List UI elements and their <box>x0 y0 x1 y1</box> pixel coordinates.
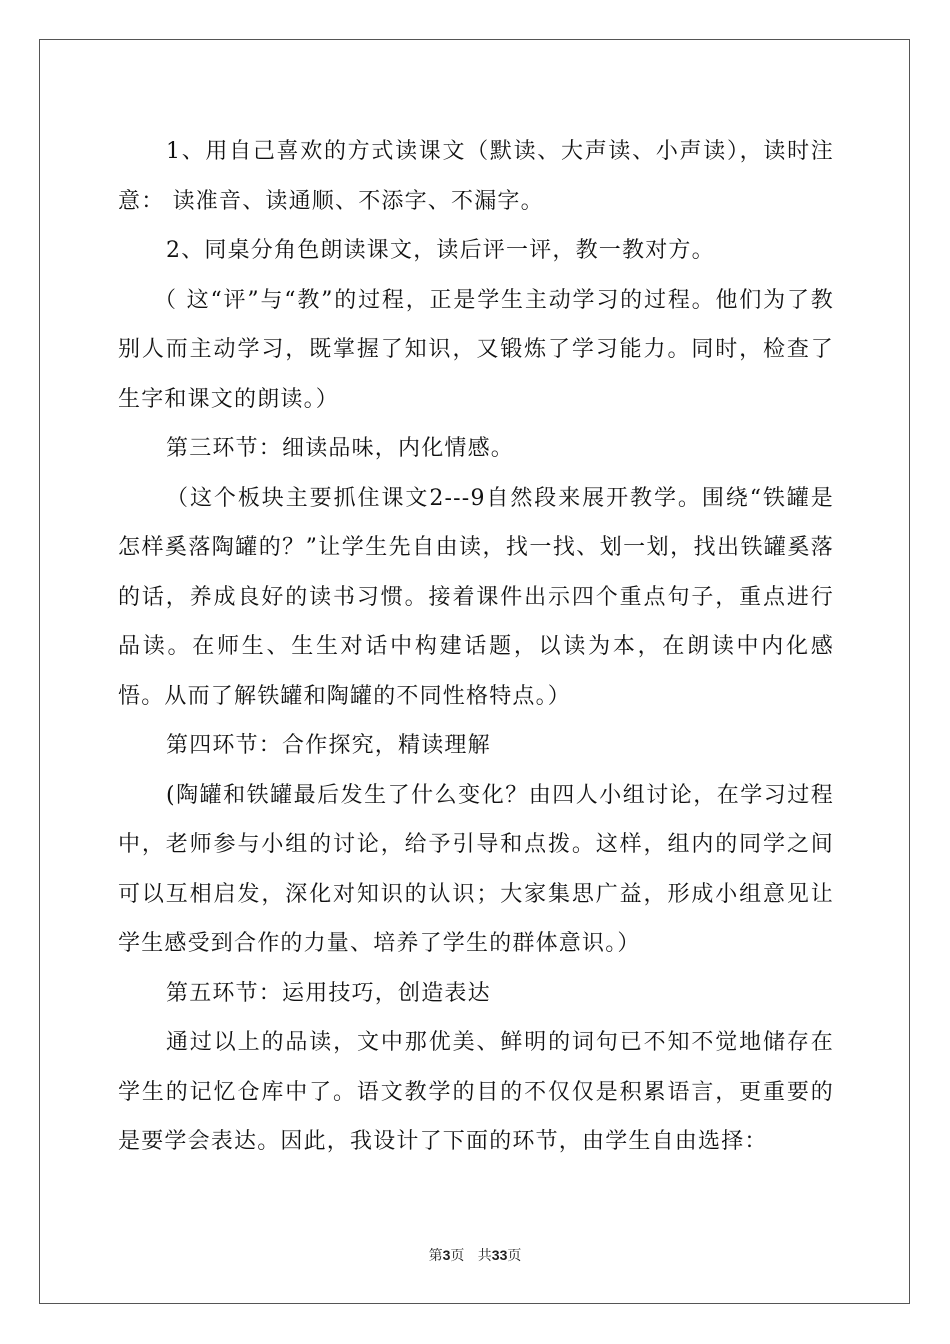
page-footer <box>0 1245 950 1265</box>
document-body <box>118 127 834 1167</box>
heading-section-3: 第三环节：细读品味，内化情感。 <box>166 436 515 461</box>
footer-page-unit: 页 <box>450 1248 465 1264</box>
paragraph-section-5: 通过以上的品读，文中那优美、鲜明的词句已不知不觉地储存在学生的记忆仓库中了。语文教学的目的不仅仅是积累语言，更重要的是要学会表达。因此，我设计了下面的环节，由学生自由选择： <box>118 1030 834 1154</box>
footer-prefix: 第 <box>428 1248 443 1264</box>
heading-section-4: 第四环节：合作探究，精读理解 <box>166 733 491 758</box>
paragraph-comment-1: （ 这“评”与“教”的过程，正是学生主动学习的过程。他们为了教别人而主动学习，既掌握了知识，又锻炼了学习能力。同时，检查了生字和课文的朗读。） <box>118 287 834 412</box>
footer-page-number: 3 <box>442 1247 451 1263</box>
footer-total-prefix: 共 <box>477 1248 492 1264</box>
paragraph-section-4: (陶罐和铁罐最后发生了什么变化？由四人小组讨论，在学习过程中，老师参与小组的讨论，给予引导和点拨。这样，组内的同学之间可以互相启发，深化对知识的认识；大家集思广益，形成小组意见让学生感受到合作的力量、培养了学生的群体意识。） <box>118 782 834 956</box>
heading-section-5: 第五环节：运用技巧，创造表达 <box>166 980 491 1006</box>
footer-total-unit: 页 <box>507 1248 522 1264</box>
paragraph-step-1: 1、用自己喜欢的方式读课文（默读、大声读、小声读），读时注意： 读准音、读通顺、不添字、不漏字。 <box>118 139 834 214</box>
footer-total-pages: 33 <box>491 1247 508 1263</box>
paragraph-section-3: （这个板块主要抓住课文2---9自然段来展开教学。围绕“铁罐是怎样奚落陶罐的？”让学生先自由读，找一找、划一划，找出铁罐奚落的话，养成良好的读书习惯。接着课件出示四个重点句子，重点进行品读。在师生、生生对话中构建话题，以读为本，在朗读中内化感悟。从而了解铁罐和陶罐的不同性格特点。） <box>118 485 834 709</box>
paragraph-step-2: 2、同桌分角色朗读课文，读后评一评，教一教对方。 <box>166 238 715 263</box>
